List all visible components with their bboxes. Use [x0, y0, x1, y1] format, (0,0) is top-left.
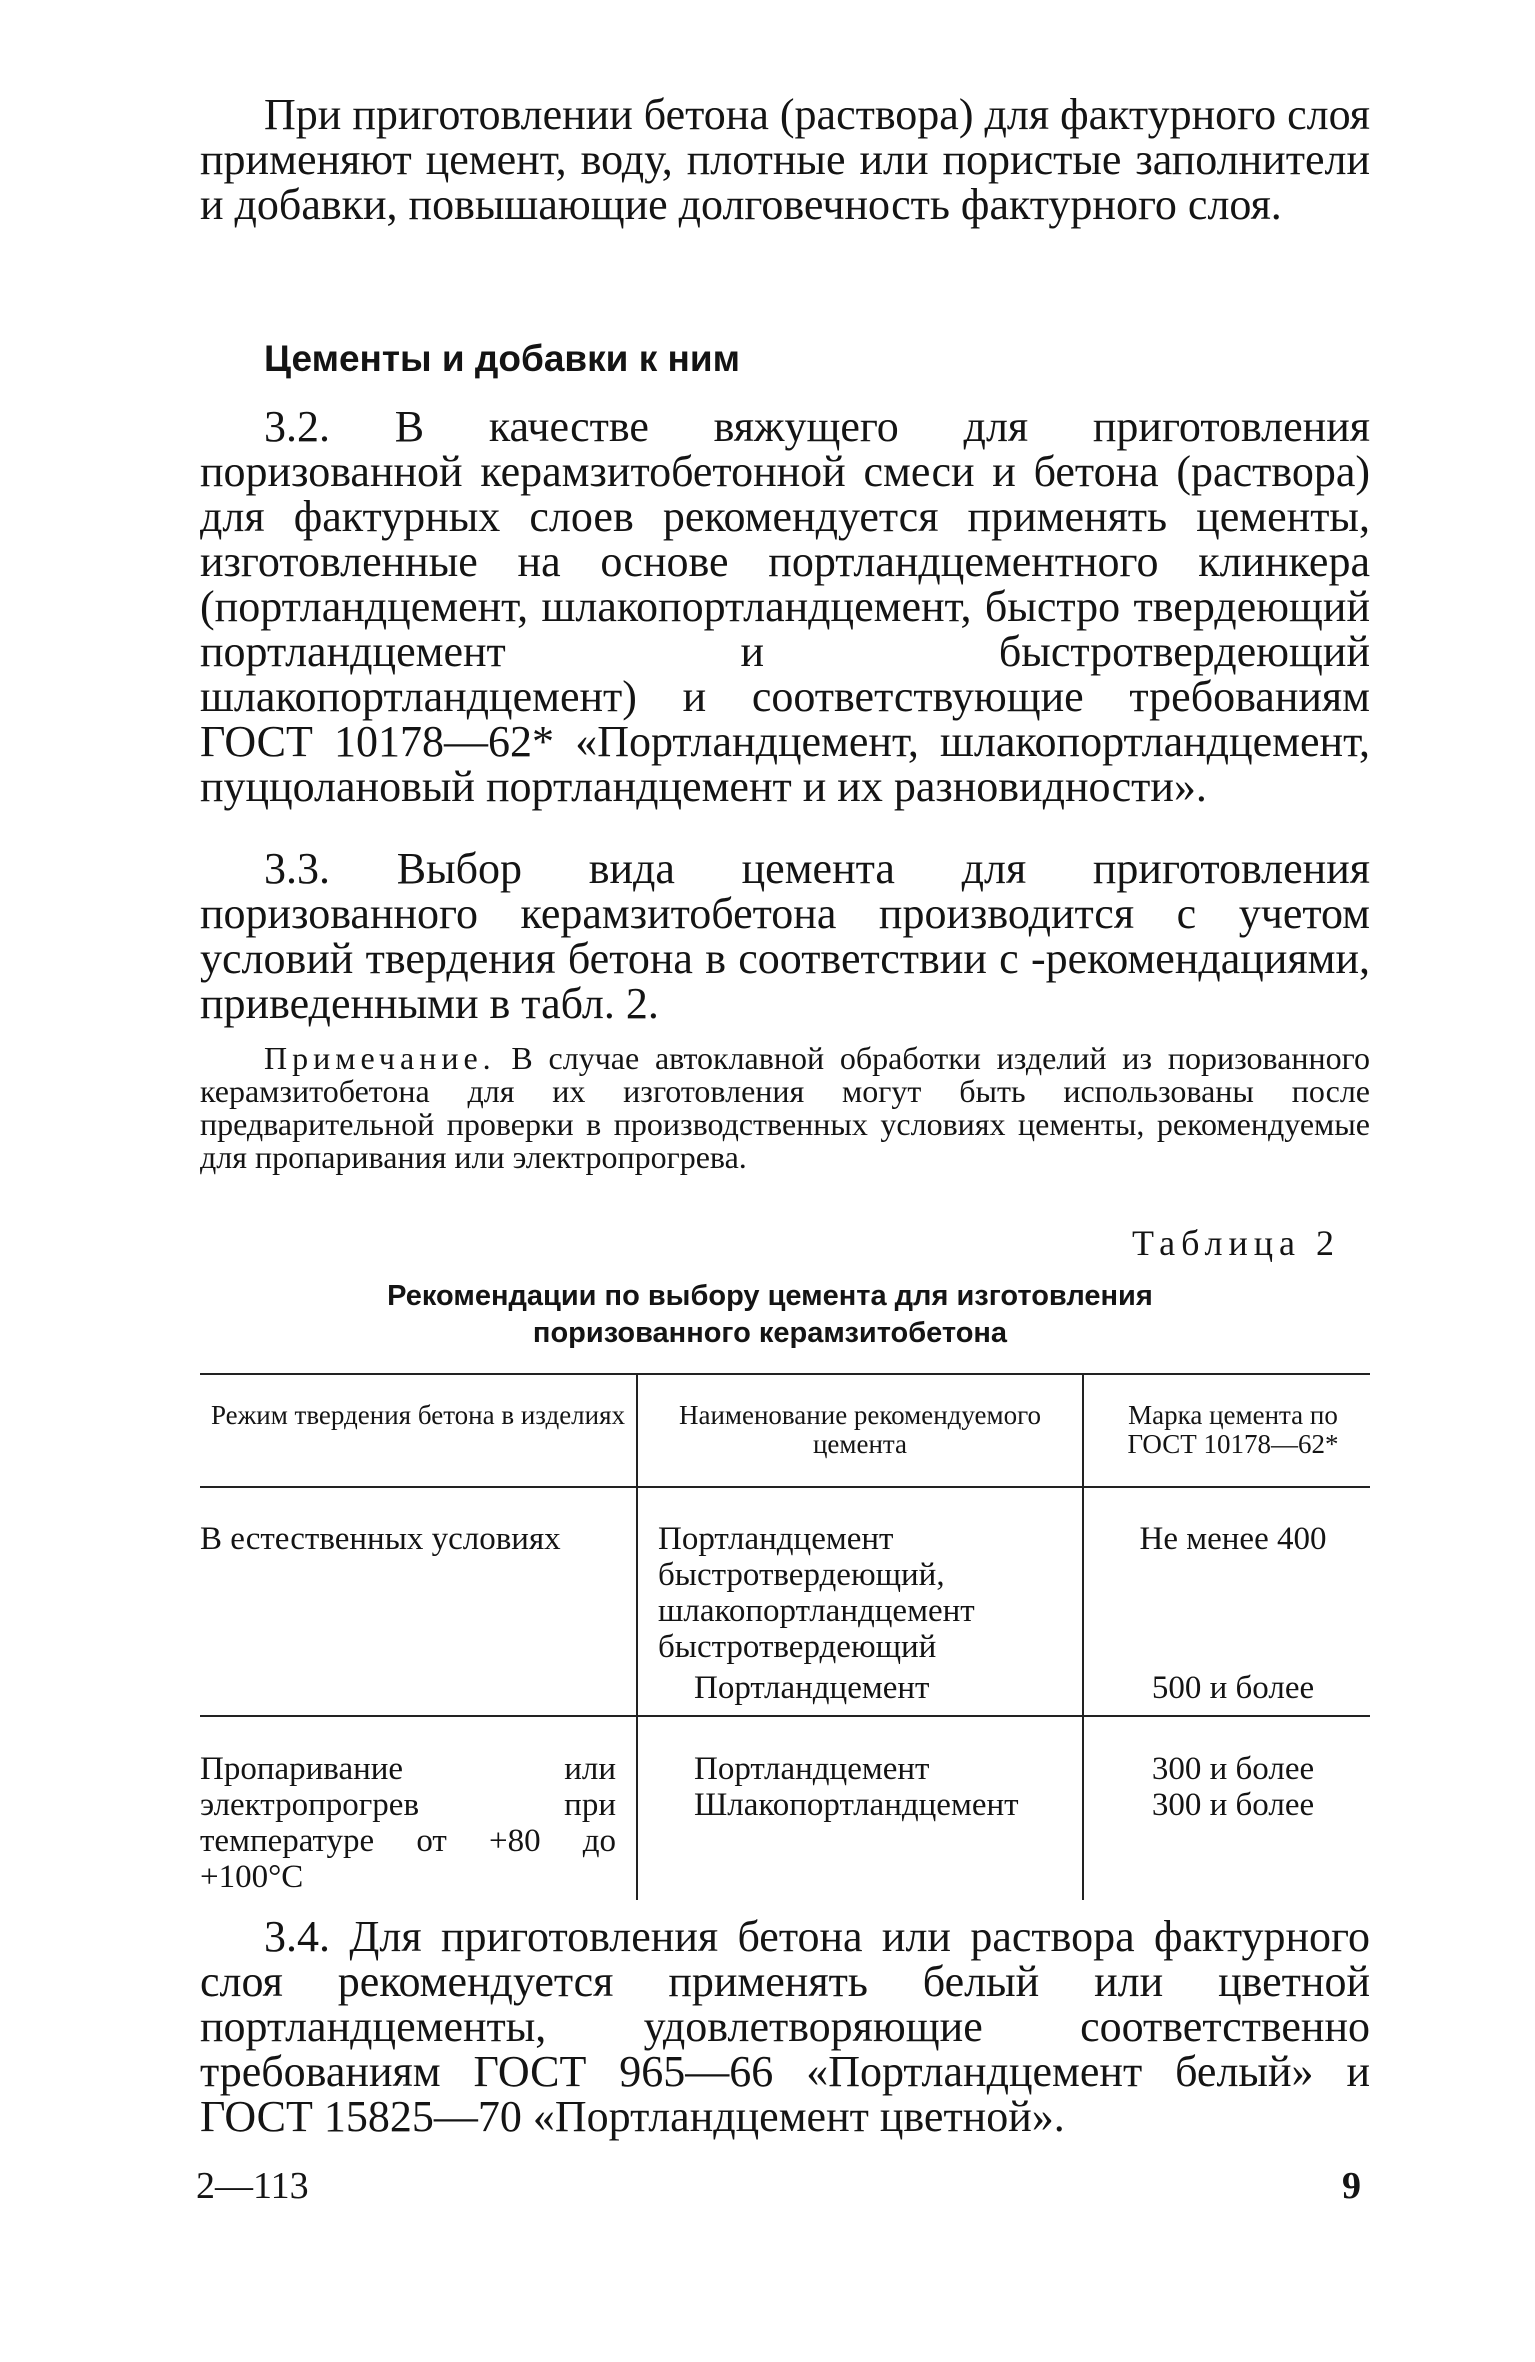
intro-paragraph-text: При приготовлении бетона (раствора) для фактурного слоя применяют цемент, воду, плотные или пористые заполнители и добавки, повышающие долговечность фактурного слоя. [200, 90, 1370, 229]
table-cell-cement: Шлакопортландцемент [694, 1787, 1019, 1823]
note-text: В случае автоклавной обработки изделий из поризованного керамзитобетона для их изготовления могут быть использованы после предварительной проверки в производственных условиях цементы, рекомендуемые для пропаривания или электропрогрева. [200, 1040, 1370, 1175]
table-cell-cement: Портландцемент быстротвердеющий, шлакопортландцемент быстротвердеющий [658, 1521, 975, 1665]
table-row-rule [200, 1715, 1370, 1717]
page-number: 9 [1342, 2165, 1361, 2207]
table-title-line-2: поризованного керамзитобетона [532, 1317, 1008, 1349]
intro-paragraph [200, 92, 1370, 227]
section-heading: Цементы и добавки к ним [264, 338, 740, 379]
paragraph-3-2 [200, 404, 1370, 809]
table-column-divider-2 [1082, 1373, 1084, 1900]
paragraph-text: Выбор вида цемента для приготовления поризованного керамзитобетона производится с учетом условий твердения бетона в соответствии с -рекомендациями, приведенными в табл. 2. [200, 844, 1371, 1028]
paragraph-number: 3.2. [264, 402, 330, 451]
table-cell-cement: Портландцемент [694, 1670, 930, 1706]
table-title-line-1: Рекомендации по выбору цемента для изготовления [387, 1280, 1153, 1312]
table-cell-regime: Пропаривание или электропрогрев при температуре от +80 до +100°С [200, 1751, 616, 1895]
cement-table [200, 1373, 1370, 1900]
table-number: Таблица 2 [1132, 1223, 1340, 1263]
table-title [330, 1278, 1210, 1352]
column-header-regime: Режим твердения бетона в изделиях [210, 1400, 626, 1430]
table-cell-grade: 500 и более [1151, 1670, 1315, 1706]
column-header-cement: Наименование рекомендуемого цемента [678, 1400, 1042, 1459]
signature-mark: 2—113 [196, 2165, 309, 2207]
note-label: Примечание. [264, 1040, 496, 1076]
table-cell-cement: Портландцемент [694, 1751, 930, 1787]
paragraph-3-3 [200, 846, 1370, 1026]
paragraph-text: Для приготовления бетона или раствора фактурного слоя рекомендуется применять белый или цветной портландцементы, удовлетворяющие соответственно требованиям ГОСТ 965—66 «Портландцемент белый» и ГОСТ 15825—70 «Портландцемент цветной». [200, 1912, 1370, 2141]
table-cell-grade: 300 и более [1151, 1751, 1315, 1787]
table-cell-regime: В естественных условиях [200, 1521, 561, 1557]
table-top-rule [200, 1373, 1370, 1375]
column-header-grade: Марка цемента по ГОСТ 10178—62* [1127, 1400, 1339, 1459]
paragraph-text: В качестве вяжущего для приготовления поризованной керамзитобетонной смеси и бетона (раствора) для фактурных слоев рекомендуется применять цементы, изготовленные на основе портландцементного клинкера (портландцемент, шлакопортландцемент, быстро твердеющий портландцемент и быстротвердеющий шлакопортландцемент) и соответствующие требованиям ГОСТ 10178—62* «Портландцемент, шлакопортландцемент, пуццолановый портландцемент и их разновидности». [200, 402, 1371, 811]
table-header-rule [200, 1486, 1370, 1488]
paragraph-3-4 [200, 1914, 1370, 2139]
table-column-divider-1 [636, 1373, 638, 1900]
paragraph-number: 3.3. [264, 844, 330, 893]
paragraph-number: 3.4. [264, 1912, 330, 1961]
table-cell-grade: Не менее 400 [1139, 1521, 1327, 1557]
note-paragraph [200, 1042, 1370, 1174]
table-cell-grade: 300 и более [1151, 1787, 1315, 1823]
